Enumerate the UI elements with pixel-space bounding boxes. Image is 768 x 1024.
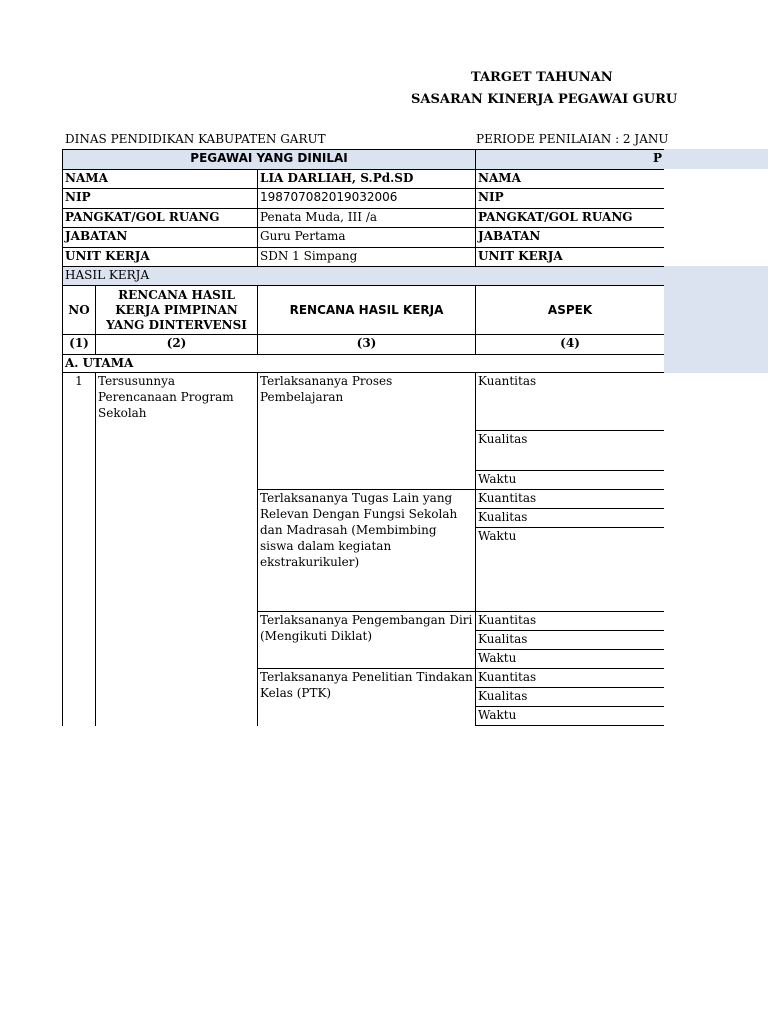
row-1-rhk-pimpinan: Tersusunnya Perencanaan Program Sekolah	[96, 373, 258, 707]
jabatan-value: Guru Pertama	[258, 228, 476, 248]
aspek-kuantitas: Kuantitas	[476, 373, 664, 431]
aspek-waktu: Waktu	[476, 707, 664, 726]
penilai-pangkat-label: PANGKAT/GOL RUANG	[476, 209, 664, 228]
penilai-unit-kerja-label: UNIT KERJA	[476, 248, 664, 267]
hasil-kerja-label: HASIL KERJA	[63, 267, 665, 286]
col-num-4: (4)	[476, 335, 664, 355]
jabatan-label: JABATAN	[63, 228, 258, 248]
nip-value: 198707082019032006	[258, 189, 476, 209]
unit-kerja-value: SDN 1 Simpang	[258, 248, 476, 267]
skp-table	[62, 149, 664, 726]
section-a-utama: A. UTAMA	[63, 355, 665, 373]
aspek-kualitas: Kualitas	[476, 631, 664, 650]
aspek-waktu: Waktu	[476, 650, 664, 669]
pegawai-dinilai-header: PEGAWAI YANG DINILAI	[63, 150, 476, 170]
aspek-kualitas: Kualitas	[476, 431, 664, 471]
title-line-2: SASARAN KINERJA PEGAWAI GURU	[411, 92, 678, 107]
aspek-kuantitas: Kuantitas	[476, 612, 664, 631]
row-1-no-continued	[63, 707, 96, 726]
organization-label: DINAS PENDIDIKAN KABUPATEN GARUT	[65, 132, 326, 146]
nip-label: NIP	[63, 189, 258, 209]
rhk-tugas-lain: Terlaksananya Tugas Lain yang Relevan Dengan Fungsi Sekolah dan Madrasah (Membimbing siswa dalam kegiatan ekstrakurikuler)	[258, 490, 476, 612]
col-num-1: (1)	[63, 335, 96, 355]
rhk-pengembangan-diri: Terlaksananya Pengembangan Diri (Mengikuti Diklat)	[258, 612, 476, 669]
col-num-2: (2)	[96, 335, 258, 355]
aspek-waktu: Waktu	[476, 528, 664, 612]
pangkat-value: Penata Muda, III /a	[258, 209, 476, 228]
penilai-jabatan-label: JABATAN	[476, 228, 664, 248]
rhk-proses-pembelajaran: Terlaksananya Proses Pembelajaran	[258, 373, 476, 490]
col-no-header: NO	[63, 286, 96, 335]
pangkat-label: PANGKAT/GOL RUANG	[63, 209, 258, 228]
penilai-nama-label: NAMA	[476, 170, 664, 189]
period-label: PERIODE PENILAIAN : 2 JANU	[476, 132, 669, 146]
col-rhk-pimpinan-header: RENCANA HASIL KERJA PIMPINAN YANG DINTERVENSI	[96, 286, 258, 335]
aspek-kualitas: Kualitas	[476, 509, 664, 528]
rhk-penelitian-ptk: Terlaksananya Penelitian Tindakan Kelas (PTK)	[258, 669, 476, 707]
right-hasil-fill	[664, 266, 768, 373]
skp-sheet	[62, 149, 664, 726]
col-aspek-header: ASPEK	[476, 286, 664, 335]
row-1-no: 1	[63, 373, 96, 707]
penilai-nip-label: NIP	[476, 189, 664, 209]
aspek-waktu: Waktu	[476, 471, 664, 490]
aspek-kualitas: Kualitas	[476, 688, 664, 707]
right-header-fill	[664, 149, 768, 169]
col-rhk-header: RENCANA HASIL KERJA	[258, 286, 476, 335]
col-num-3: (3)	[258, 335, 476, 355]
title-line-1: TARGET TAHUNAN	[471, 70, 613, 85]
aspek-kuantitas: Kuantitas	[476, 669, 664, 688]
penilai-header: P	[476, 150, 664, 170]
nama-value: LIA DARLIAH, S.Pd.SD	[258, 170, 476, 189]
rhk-penelitian-continued	[258, 707, 476, 726]
row-1-pimpinan-continued	[96, 707, 258, 726]
aspek-kuantitas: Kuantitas	[476, 490, 664, 509]
nama-label: NAMA	[63, 170, 258, 189]
unit-kerja-label: UNIT KERJA	[63, 248, 258, 267]
